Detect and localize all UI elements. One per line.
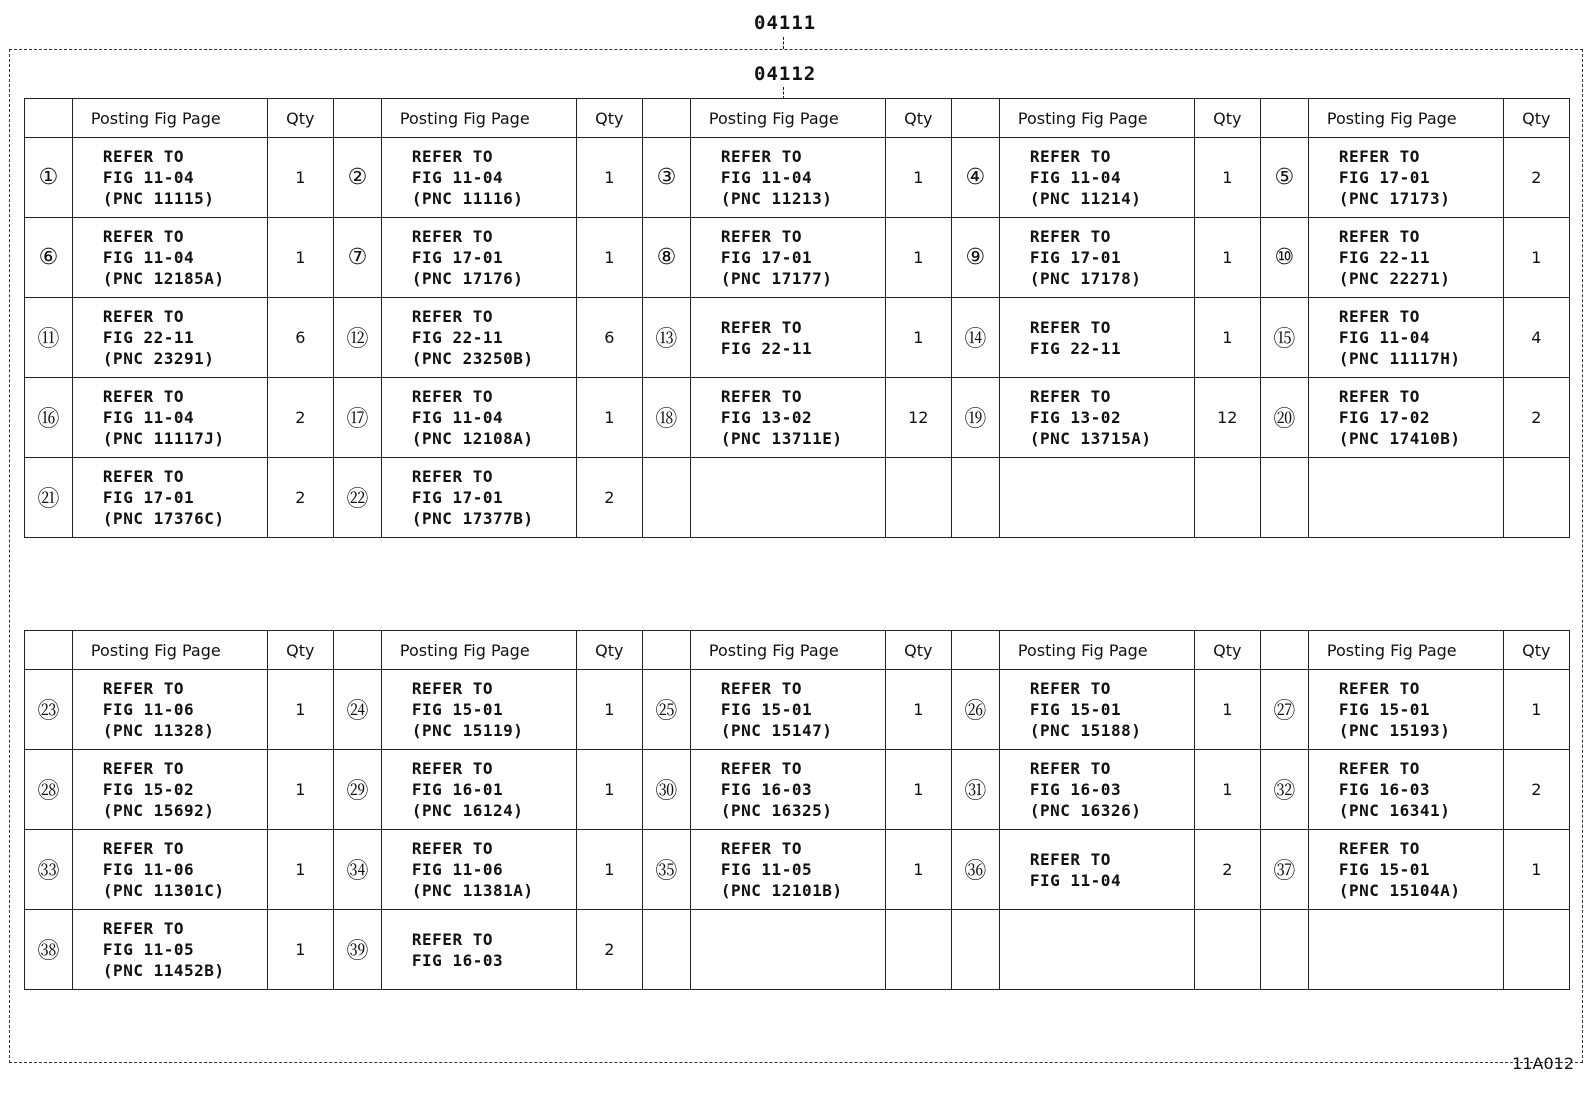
callout-number: ㉚ [642,750,690,830]
header-posting-fig-page: Posting Fig Page [381,631,576,670]
assembly-label-04111: 04111 [754,12,817,34]
fig-reference: FIG 11-04 [411,408,504,427]
pnc-reference: (PNC 15147) [720,721,833,740]
refer-to-text: REFER TO [411,307,493,326]
posting-reference [381,378,576,458]
quantity: 2 [267,458,333,538]
callout-number: ㉑ [25,458,73,538]
quantity: 1 [267,218,333,298]
table-row [25,910,1570,990]
table-row [25,138,1570,218]
header-blank-cell [951,631,999,670]
table-row [25,218,1570,298]
refer-to-text: REFER TO [411,929,493,949]
quantity: 1 [1194,670,1260,750]
refer-to-text: REFER TO [1029,387,1111,406]
refer-to-text: REFER TO [1338,227,1420,246]
posting-reference [999,750,1194,830]
pnc-reference: (PNC 12108A) [411,429,534,448]
posting-reference [1308,670,1503,750]
posting-reference [690,138,885,218]
callout-number: ⑤ [1260,138,1308,218]
refer-to-text: REFER TO [102,839,184,858]
pnc-reference: (PNC 11116) [411,189,524,208]
header-qty: Qty [267,631,333,670]
pnc-reference: (PNC 16124) [411,801,524,820]
refer-to-text: REFER TO [720,317,802,337]
posting-reference [999,298,1194,378]
fig-reference: FIG 16-03 [720,780,813,799]
fig-reference: FIG 11-04 [1029,870,1122,890]
quantity: 1 [1194,750,1260,830]
callout-number: ㊳ [25,910,73,990]
callout-number: ⑮ [1260,298,1308,378]
header-qty: Qty [267,99,333,138]
header-qty: Qty [1503,631,1569,670]
callout-number: ㊱ [951,830,999,910]
fig-reference: FIG 13-02 [720,408,813,427]
quantity: 2 [576,910,642,990]
pnc-reference: (PNC 15193) [1338,721,1451,740]
refer-to-text: REFER TO [1338,839,1420,858]
quantity [885,458,951,538]
fig-reference: FIG 11-05 [102,940,195,959]
callout-number: ㉒ [333,458,381,538]
header-qty: Qty [885,631,951,670]
refer-to-text: REFER TO [102,679,184,698]
quantity [1194,458,1260,538]
pnc-reference: (PNC 11117H) [1338,349,1461,368]
pnc-reference: (PNC 11117J) [102,429,225,448]
refer-to-text: REFER TO [1338,147,1420,166]
quantity: 2 [1503,750,1569,830]
posting-reference [690,910,885,990]
refer-to-text: REFER TO [102,227,184,246]
callout-number [1260,458,1308,538]
callout-number: ⑭ [951,298,999,378]
table-header-row [25,631,1570,670]
header-posting-fig-page: Posting Fig Page [999,631,1194,670]
fig-reference: FIG 11-04 [411,168,504,187]
header-blank-cell [333,99,381,138]
header-posting-fig-page: Posting Fig Page [999,99,1194,138]
refer-to-text: REFER TO [1029,759,1111,778]
fig-reference: FIG 13-02 [1029,408,1122,427]
pnc-reference: (PNC 17178) [1029,269,1142,288]
parts-table-lower [24,630,1570,990]
callout-number: ㉞ [333,830,381,910]
pnc-reference: (PNC 23250B) [411,349,534,368]
fig-reference: FIG 16-03 [411,950,504,970]
posting-reference [381,830,576,910]
callout-number: ⑳ [1260,378,1308,458]
fig-reference: FIG 15-01 [1029,700,1122,719]
fig-reference: FIG 11-04 [102,408,195,427]
quantity: 1 [1503,218,1569,298]
posting-reference [381,670,576,750]
quantity: 2 [1503,138,1569,218]
posting-reference [72,750,267,830]
posting-reference [999,218,1194,298]
header-blank-cell [642,631,690,670]
callout-number: ㉔ [333,670,381,750]
quantity: 1 [885,830,951,910]
fig-reference: FIG 17-01 [411,488,504,507]
refer-to-text: REFER TO [102,147,184,166]
callout-number: ㉓ [25,670,73,750]
quantity: 1 [267,138,333,218]
header-qty: Qty [885,99,951,138]
refer-to-text: REFER TO [411,387,493,406]
quantity: 12 [1194,378,1260,458]
refer-to-text: REFER TO [102,467,184,486]
header-qty: Qty [576,631,642,670]
table-row [25,298,1570,378]
refer-to-text: REFER TO [720,147,802,166]
quantity: 12 [885,378,951,458]
pnc-reference: (PNC 17176) [411,269,524,288]
quantity: 2 [267,378,333,458]
posting-reference [690,830,885,910]
callout-number: ⑦ [333,218,381,298]
callout-number: ㉝ [25,830,73,910]
quantity: 1 [885,298,951,378]
header-blank-cell [1260,631,1308,670]
pnc-reference: (PNC 22271) [1338,269,1451,288]
header-posting-fig-page: Posting Fig Page [381,99,576,138]
callout-number [1260,910,1308,990]
table-row [25,378,1570,458]
fig-reference: FIG 15-01 [1338,700,1431,719]
fig-reference: FIG 16-03 [1029,780,1122,799]
pnc-reference: (PNC 15188) [1029,721,1142,740]
callout-number: ② [333,138,381,218]
callout-number [642,458,690,538]
quantity: 1 [1194,298,1260,378]
refer-to-text: REFER TO [720,839,802,858]
callout-number [642,910,690,990]
fig-reference: FIG 22-11 [720,338,813,358]
table-row [25,670,1570,750]
fig-reference: FIG 11-06 [102,700,195,719]
fig-reference: FIG 22-11 [1338,248,1431,267]
pnc-reference: (PNC 17377B) [411,509,534,528]
header-qty: Qty [1194,631,1260,670]
quantity: 1 [576,138,642,218]
pnc-reference: (PNC 15119) [411,721,524,740]
quantity: 6 [267,298,333,378]
refer-to-text: REFER TO [1338,759,1420,778]
refer-to-text: REFER TO [102,919,184,938]
posting-reference [72,138,267,218]
fig-reference: FIG 17-01 [720,248,813,267]
fig-reference: FIG 17-01 [411,248,504,267]
refer-to-text: REFER TO [1029,849,1111,869]
refer-to-text: REFER TO [720,759,802,778]
callout-number [951,458,999,538]
table-row [25,458,1570,538]
table-row [25,750,1570,830]
refer-to-text: REFER TO [720,679,802,698]
table-row [25,830,1570,910]
posting-reference [690,750,885,830]
quantity: 1 [1503,830,1569,910]
refer-to-text: REFER TO [720,227,802,246]
quantity: 1 [885,670,951,750]
posting-reference [1308,138,1503,218]
fig-reference: FIG 11-05 [720,860,813,879]
quantity: 2 [1194,830,1260,910]
refer-to-text: REFER TO [102,759,184,778]
posting-reference [381,298,576,378]
callout-number: ㉟ [642,830,690,910]
callout-number: ㊲ [1260,830,1308,910]
callout-number: ⑱ [642,378,690,458]
callout-number: ㉘ [25,750,73,830]
fig-reference: FIG 22-11 [102,328,195,347]
posting-reference [1308,298,1503,378]
pnc-reference: (PNC 11214) [1029,189,1142,208]
fig-reference: FIG 11-06 [411,860,504,879]
callout-number: ⑯ [25,378,73,458]
pnc-reference: (PNC 16326) [1029,801,1142,820]
header-qty: Qty [1503,99,1569,138]
header-posting-fig-page: Posting Fig Page [1308,99,1503,138]
posting-reference [381,458,576,538]
callout-number: ㉜ [1260,750,1308,830]
figure-code: 11A012 [1512,1054,1574,1073]
posting-reference [690,670,885,750]
refer-to-text: REFER TO [411,679,493,698]
fig-reference: FIG 11-04 [1338,328,1431,347]
pnc-reference: (PNC 12185A) [102,269,225,288]
callout-number: ① [25,138,73,218]
quantity: 1 [576,750,642,830]
posting-reference [381,750,576,830]
pnc-reference: (PNC 11213) [720,189,833,208]
posting-reference [690,458,885,538]
posting-reference [690,298,885,378]
refer-to-text: REFER TO [102,307,184,326]
header-blank-cell [1260,99,1308,138]
refer-to-text: REFER TO [1338,387,1420,406]
callout-number: ⑩ [1260,218,1308,298]
refer-to-text: REFER TO [1029,227,1111,246]
posting-reference [999,830,1194,910]
header-posting-fig-page: Posting Fig Page [690,631,885,670]
callout-number: ⑲ [951,378,999,458]
fig-reference: FIG 11-04 [1029,168,1122,187]
fig-reference: FIG 15-01 [720,700,813,719]
quantity: 6 [576,298,642,378]
pnc-reference: (PNC 23291) [102,349,215,368]
quantity: 1 [576,218,642,298]
refer-to-text: REFER TO [1338,307,1420,326]
refer-to-text: REFER TO [102,387,184,406]
quantity: 1 [1503,670,1569,750]
callout-number: ⑰ [333,378,381,458]
callout-number: ⑧ [642,218,690,298]
pnc-reference: (PNC 11452B) [102,961,225,980]
header-blank-cell [642,99,690,138]
fig-reference: FIG 17-01 [102,488,195,507]
posting-reference [72,458,267,538]
header-posting-fig-page: Posting Fig Page [1308,631,1503,670]
posting-reference [72,218,267,298]
quantity [885,910,951,990]
callout-number: ㉛ [951,750,999,830]
callout-number: ㉙ [333,750,381,830]
pnc-reference: (PNC 13711E) [720,429,843,448]
posting-reference [999,138,1194,218]
refer-to-text: REFER TO [411,467,493,486]
posting-reference [1308,750,1503,830]
fig-reference: FIG 15-01 [411,700,504,719]
quantity [1503,458,1569,538]
pnc-reference: (PNC 11301C) [102,881,225,900]
fig-reference: FIG 11-04 [720,168,813,187]
posting-reference [381,910,576,990]
pnc-reference: (PNC 12101B) [720,881,843,900]
quantity: 1 [576,670,642,750]
fig-reference: FIG 16-03 [1338,780,1431,799]
callout-number: ⑬ [642,298,690,378]
fig-reference: FIG 17-01 [1338,168,1431,187]
refer-to-text: REFER TO [411,227,493,246]
quantity: 1 [267,750,333,830]
posting-reference [72,298,267,378]
pnc-reference: (PNC 13715A) [1029,429,1152,448]
callout-number [951,910,999,990]
pnc-reference: (PNC 17376C) [102,509,225,528]
quantity [1194,910,1260,990]
refer-to-text: REFER TO [1029,679,1111,698]
quantity: 1 [267,670,333,750]
posting-reference [999,910,1194,990]
posting-reference [1308,378,1503,458]
quantity [1503,910,1569,990]
header-posting-fig-page: Posting Fig Page [690,99,885,138]
pnc-reference: (PNC 16341) [1338,801,1451,820]
refer-to-text: REFER TO [1029,147,1111,166]
header-posting-fig-page: Posting Fig Page [72,631,267,670]
posting-reference [1308,910,1503,990]
posting-reference [690,378,885,458]
refer-to-text: REFER TO [411,759,493,778]
quantity: 1 [885,138,951,218]
pnc-reference: (PNC 11328) [102,721,215,740]
refer-to-text: REFER TO [1338,679,1420,698]
pnc-reference: (PNC 16325) [720,801,833,820]
quantity: 2 [1503,378,1569,458]
quantity: 1 [885,218,951,298]
pnc-reference: (PNC 11381A) [411,881,534,900]
header-posting-fig-page: Posting Fig Page [72,99,267,138]
parts-table-upper [24,98,1570,538]
posting-reference [72,830,267,910]
quantity: 1 [267,910,333,990]
fig-reference: FIG 15-02 [102,780,195,799]
posting-reference [381,138,576,218]
quantity: 2 [576,458,642,538]
pnc-reference: (PNC 17173) [1338,189,1451,208]
refer-to-text: REFER TO [720,387,802,406]
quantity: 1 [885,750,951,830]
quantity: 1 [576,830,642,910]
table-header-row [25,99,1570,138]
fig-reference: FIG 16-01 [411,780,504,799]
quantity: 1 [267,830,333,910]
pnc-reference: (PNC 11115) [102,189,215,208]
callout-number: ㊴ [333,910,381,990]
fig-reference: FIG 22-11 [1029,338,1122,358]
pnc-reference: (PNC 15692) [102,801,215,820]
fig-reference: FIG 11-04 [102,168,195,187]
quantity: 1 [1194,138,1260,218]
callout-number: ③ [642,138,690,218]
header-qty: Qty [576,99,642,138]
posting-reference [1308,458,1503,538]
posting-reference [999,378,1194,458]
posting-reference [1308,218,1503,298]
fig-reference: FIG 17-02 [1338,408,1431,427]
posting-reference [1308,830,1503,910]
callout-number: ⑥ [25,218,73,298]
posting-reference [72,670,267,750]
header-blank-cell [25,631,73,670]
pnc-reference: (PNC 17177) [720,269,833,288]
callout-number: ⑪ [25,298,73,378]
fig-reference: FIG 11-06 [102,860,195,879]
callout-number: ㉗ [1260,670,1308,750]
posting-reference [72,378,267,458]
refer-to-text: REFER TO [411,147,493,166]
quantity: 4 [1503,298,1569,378]
pnc-reference: (PNC 17410B) [1338,429,1461,448]
callout-number: ⑨ [951,218,999,298]
posting-reference [72,910,267,990]
fig-reference: FIG 17-01 [1029,248,1122,267]
pnc-reference: (PNC 15104A) [1338,881,1461,900]
assembly-label-04112: 04112 [754,63,817,85]
fig-reference: FIG 11-04 [102,248,195,267]
header-qty: Qty [1194,99,1260,138]
refer-to-text: REFER TO [1029,317,1111,337]
callout-number: ④ [951,138,999,218]
callout-number: ㉕ [642,670,690,750]
callout-number: ㉖ [951,670,999,750]
fig-reference: FIG 15-01 [1338,860,1431,879]
refer-to-text: REFER TO [411,839,493,858]
quantity: 1 [1194,218,1260,298]
leader-line-top [783,37,784,49]
fig-reference: FIG 22-11 [411,328,504,347]
header-blank-cell [333,631,381,670]
posting-reference [690,218,885,298]
posting-reference [381,218,576,298]
posting-reference [999,458,1194,538]
header-blank-cell [25,99,73,138]
header-blank-cell [951,99,999,138]
callout-number: ⑫ [333,298,381,378]
quantity: 1 [576,378,642,458]
posting-reference [999,670,1194,750]
